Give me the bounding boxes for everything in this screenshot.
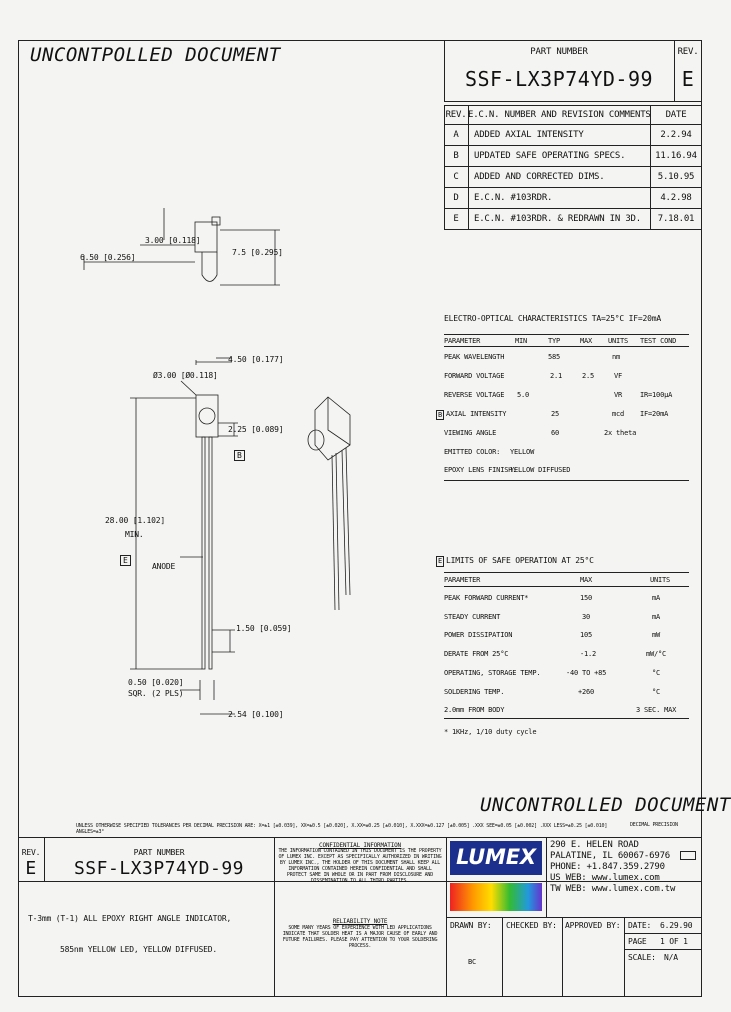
- safe-title: LIMITS OF SAFE OPERATION AT 25°C: [446, 556, 594, 565]
- safe-footnote: * 1KHz, 1/10 duty cycle: [444, 728, 537, 736]
- checked-by-label: CHECKED BY:: [506, 921, 557, 930]
- scale-value: N/A: [664, 953, 678, 962]
- drawn-by-label: DRAWN BY:: [450, 921, 492, 930]
- note-e-safe: E: [438, 557, 443, 565]
- address-line-2: PALATINE, IL 60067-6976: [550, 851, 671, 861]
- eo-col-max: MAX: [580, 337, 593, 345]
- description-line-1: T-3mm (T-1) ALL EPOXY RIGHT ANGLE INDICATOR,: [28, 914, 232, 923]
- safe-col-units: UNITS: [650, 576, 671, 584]
- iso-body: [315, 397, 350, 460]
- top-view-dome: [202, 252, 217, 282]
- web-us: US WEB: www.lumex.com: [550, 873, 660, 883]
- anode-label: ANODE: [152, 562, 176, 571]
- eo-title: ELECTRO-OPTICAL CHARACTERISTICS TA=25°C IF=20mA: [444, 314, 661, 323]
- dim-2-54: 2.54 [0.100]: [228, 710, 284, 719]
- uncontrolled-header: UNCONTPOLLED DOCUMENT: [30, 44, 281, 66]
- part-number-value: SSF-LX3P74YD-99: [464, 67, 654, 91]
- web-tw: TW WEB: www.lumex.com.tw: [550, 884, 676, 894]
- reliability-title: RELIABILITY NOTE: [332, 918, 388, 925]
- dim-diameter: Ø3.00 [Ø0.118]: [153, 371, 218, 380]
- footer-rev-value: E: [25, 858, 37, 879]
- dim-6-50: 6.50 [0.256]: [80, 253, 136, 262]
- date-col-header: DATE: [665, 110, 687, 120]
- dim-sqr: SQR. (2 PLS): [128, 689, 184, 698]
- lead-anode: [202, 437, 205, 669]
- page-value: 1 OF 1: [660, 937, 688, 946]
- scale-label: SCALE:: [628, 953, 656, 962]
- phone: PHONE: +1.847.359.2790: [550, 862, 665, 872]
- decimal-precision: DECIMAL PRECISION: [630, 822, 678, 828]
- rev-value: E: [681, 67, 695, 91]
- rev-label: REV.: [677, 47, 699, 57]
- dim-4-50: 4.50 [0.177]: [228, 355, 284, 364]
- dim-2-25: 2.25 [0.089]: [228, 425, 284, 434]
- dim-3-00: 3.00 [0.118]: [145, 236, 201, 245]
- part-number-label: PART NUMBER: [530, 47, 588, 57]
- top-view-lead: [212, 217, 220, 225]
- description-line-2: 585nm YELLOW LED, YELLOW DIFFUSED.: [60, 945, 217, 954]
- eo-col-min: MIN: [515, 337, 528, 345]
- led-drawing: [60, 200, 440, 740]
- note-b-flag: B: [234, 450, 245, 461]
- drawn-by-value: BC: [468, 958, 477, 966]
- eo-col-parameter: PARAMETER: [444, 337, 481, 345]
- reliability-text: SOME MANY YEARS OF EXPERIENCE WITH LED APPLICATIONS INDICATE THAT SOLDER HEAT IS A MAJOR CAUSE OF EARLY AND FUTURE FAILURES. PLEASE PAY ATTENTION TO YOUR SOLDERING PROCESS.: [282, 925, 438, 949]
- footer-part-value: SSF-LX3P74YD-99: [73, 858, 245, 879]
- dim-min: MIN.: [125, 530, 144, 539]
- confidential-text: THE INFORMATION CONTAINED IN THIS DOCUMENT IS THE PROPERTY OF LUMEX INC. EXCEPT AS SPECIFICALLY AUTHORIZED IN WRITING BY LUMEX INC., THE HOLDER OF THIS DOCUMENT SHALL KEEP ALL INFORMATION CONTAINED HEREIN CONFIDENTIAL AND SHALL PROTECT SAME IN WHOLE OR IN PART FROM DISCLOSURE AND DISSEMINATION TO ALL THIRD PARTIES.: [278, 848, 442, 884]
- lead-cathode: [209, 437, 212, 669]
- safe-col-parameter: PARAMETER: [444, 576, 481, 584]
- safe-col-max: MAX: [580, 576, 593, 584]
- approved-by-label: APPROVED BY:: [565, 921, 621, 930]
- date-value: 6.29.90: [660, 921, 693, 930]
- uncontrolled-footer: UNCONTROLLED DOCUMENT: [480, 794, 731, 816]
- front-view-lens: [199, 408, 215, 424]
- dim-1-50: 1.50 [0.059]: [236, 624, 292, 633]
- comments-col-header: E.C.N. NUMBER AND REVISION COMMENTS: [468, 110, 651, 120]
- rev-col-header: REV.: [445, 110, 467, 120]
- page-label: PAGE: [628, 937, 647, 946]
- iso-cert-mark: [680, 851, 696, 860]
- spectrum-graphic: [450, 883, 542, 911]
- footer-rev-label: REV.: [21, 848, 41, 857]
- footer-part-label: PART NUMBER: [133, 848, 185, 857]
- eo-col-test: TEST COND: [640, 337, 677, 345]
- dim-0-50: 0.50 [0.020]: [128, 678, 184, 687]
- date-label: DATE:: [628, 921, 652, 930]
- eo-col-typ: TYP: [548, 337, 561, 345]
- note-e-flag: E: [120, 555, 131, 566]
- dim-28-00: 28.00 [1.102]: [105, 516, 166, 525]
- eo-col-units: UNITS: [608, 337, 629, 345]
- confidential-title: CONFIDENTIAL INFORMATION: [319, 842, 401, 849]
- address-line-1: 290 E. HELEN ROAD: [550, 840, 639, 850]
- tolerance-note: UNLESS OTHERWISE SPECIFIED TOLERANCES PER DECIMAL PRECISION ARE: X=±1 [±0.039], XX=±0.5 [±0.020], X.XX=±0.25 [±0.010], X.XXX=±0.127 [±0.005] .XXX SEE=±0.05 [±0.002] .XXX LESS=±0.25 [±0.010] ANGLES=±3°: [76, 823, 608, 835]
- lumex-logo: LUMEX: [450, 841, 542, 875]
- dim-7-5: 7.5 [0.295]: [232, 248, 283, 257]
- iso-lens: [308, 430, 324, 450]
